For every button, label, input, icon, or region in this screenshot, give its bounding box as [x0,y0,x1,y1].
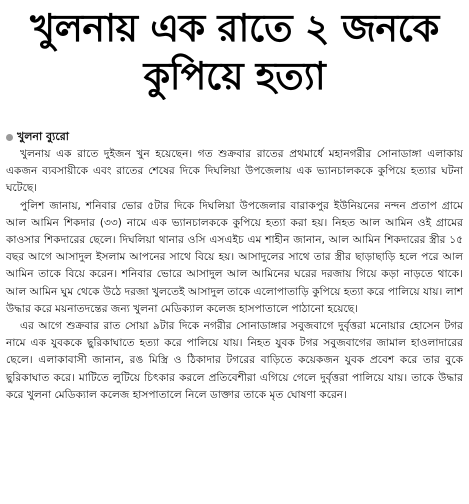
byline [6,128,69,147]
article-paragraph-2: পুলিশ জানায়, শনিবার ভোর ৫টার দিকে দিঘলিয়া উপজেলার বারাকপুর ইউনিয়নের নন্দন প্রতাপ গ্রামে আল আমিন শিকদার (৩৩) নামে এক ভ্যানচালককে কুপিয়ে হত্যা করা হয়। নিহত আল আমিন ওই গ্রামের কাওসার শিকদারের ছেলে। দিঘলিয়া থানার ওসি এসএইচ এম শাহীন জানান, আল আমিন শিকদারের স্ত্রীর ১৫ বছর আগে আসাদুল ইসলাম আপনের সাথে বিয়ে হয়। আসাদুলের সাথে তার স্ত্রীর ছাড়াছাড়ি হলে পরে আল আমিন তাকে বিয়ে করেন। শনিবার ভোরে আসাদুল আল আমিনের ঘরের দরজায় গিয়ে কড়া নাড়তে থাকে। আল আমিন ঘুম থেকে উঠে দরজা খুলতেই আসাদুল তাকে এলোপাতাড়ি কুপিয়ে হত্যা করে পালিয়ে যায়। লাশ উদ্ধার করে ময়নাতদন্তের জন্য খুলনা মেডিক্যাল কলেজ হাসপাতালে পাঠানো হয়েছে। [6,199,463,315]
headline-line-1: খুলনায় এক রাতে ২ জনকে [30,6,439,50]
article-paragraph-1: খুলনায় এক রাতে দুইজন খুন হয়েছেন। গত শুক্রবার রাতের প্রথমার্ধে মহানগরীর সোনাডাঙ্গা এলাকায় একজন ব্যবসায়ীকে এবং রাতের শেষের দিকে দিঘলিয়া উপজেলায় এক ভ্যানচালককে কুপিয়ে হত্যার ঘটনা ঘটেছে। [6,148,463,195]
article-paragraph-3: এর আগে শুক্রবার রাত সোয়া ৯টার দিকে নগরীর সোনাডাঙ্গার সবুজবাগে দুর্বৃত্তরা মনোয়ার হোসেন টগর নামে এক যুবককে ছুরিকাঘাতে হত্যা করে পালিয়ে যায়। নিহত যুবক টগর সবুজবাগের জামাল হাওলাদারের ছেলে। এলাকাবাসী জানান, রঙ মিস্ত্রি ও ঠিকাদার টগরের বাড়িতে কয়েকজন যুবক প্রবেশ করে তার বুকে ছুরিকাঘাত করে। মাটিতে লুটিয়ে চিৎকার করলে প্রতিবেশীরা এগিয়ে গেলে দুর্বৃত্তরা পালিয়ে যায়। তাকে উদ্ধার করে খুলনা মেডিক্যাল কলেজ হাসপাতালে নিলে ডাক্তার তাকে মৃত ঘোষণা করেন। [6,320,463,401]
byline-text: খুলনা ব্যুরো [17,130,69,143]
headline-line-2: কুপিয়ে হত্যা [143,54,326,98]
headline [0,4,469,100]
article-body [6,146,463,404]
bullet-dot-icon [6,134,13,141]
